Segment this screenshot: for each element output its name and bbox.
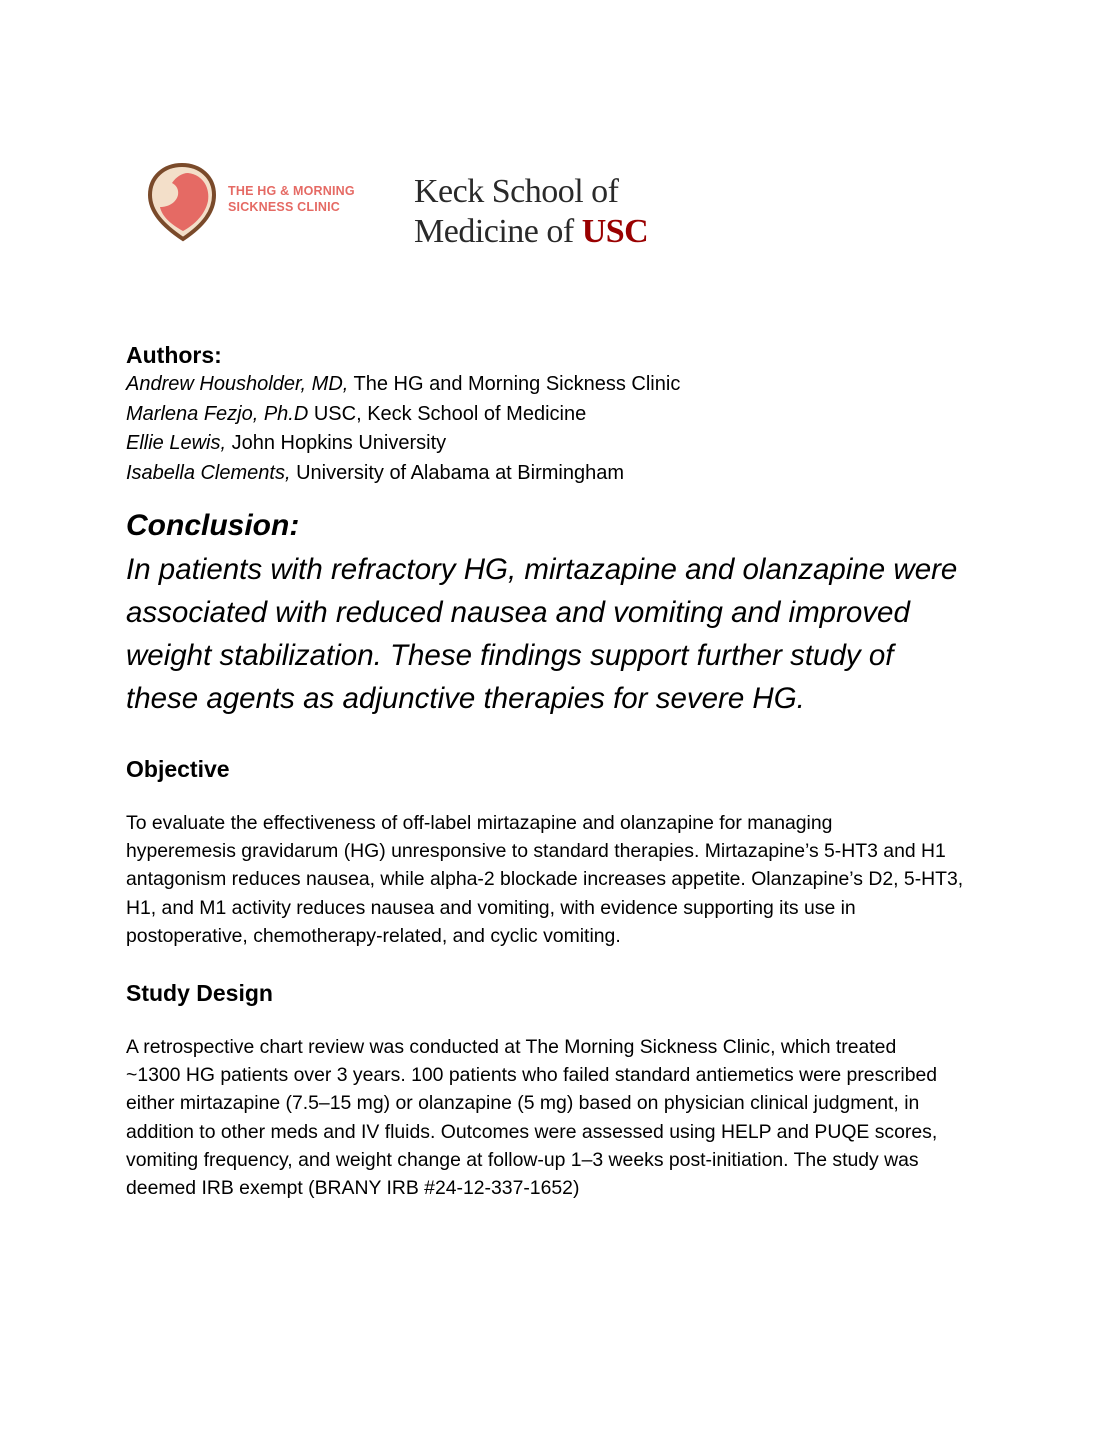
author-line bbox=[126, 370, 1006, 400]
objective-line: antagonism reduces nausea, while alpha-2 blockade increases appetite. Olanzapine’s D2, 5-HT3, bbox=[126, 868, 964, 891]
author-line bbox=[126, 459, 1006, 489]
hg-logo-line1: THE HG & MORNING bbox=[228, 184, 355, 198]
study-design-line: addition to other meds and IV fluids. Outcomes were assessed using HELP and PUQE scores, bbox=[126, 1120, 938, 1143]
document-content bbox=[126, 340, 1006, 1202]
keck-logo-line1: Keck School of bbox=[414, 173, 619, 210]
objective-line: To evaluate the effectiveness of off-label mirtazapine and olanzapine for managing bbox=[126, 812, 833, 834]
hg-logo-line2: SICKNESS CLINIC bbox=[228, 200, 341, 214]
author-affiliation: University of Alabama at Birmingham bbox=[290, 461, 624, 484]
author-name: Marlena Fezjo, Ph.D bbox=[126, 402, 309, 425]
objective-body bbox=[126, 809, 1006, 950]
conclusion-body bbox=[126, 548, 1006, 720]
conclusion-heading: Conclusion: bbox=[126, 509, 300, 542]
objective-line: postoperative, chemotherapy-related, and cyclic vomiting. bbox=[126, 924, 621, 947]
keck-logo-line2 bbox=[414, 212, 648, 252]
study-design-line: vomiting frequency, and weight change at follow-up 1–3 weeks post-initiation. The study was bbox=[126, 1148, 919, 1171]
study-design-body bbox=[126, 1033, 1006, 1202]
objective-line: hyperemesis gravidarum (HG) unresponsive to standard therapies. Mirtazapine’s 5-HT3 and H1 bbox=[126, 840, 946, 863]
author-affiliation: The HG and Morning Sickness Clinic bbox=[348, 373, 681, 395]
hg-clinic-logo bbox=[148, 163, 378, 243]
conclusion-line: these agents as adjunctive therapies for severe HG. bbox=[126, 682, 805, 715]
hg-clinic-heart-icon bbox=[148, 163, 218, 243]
study-design-heading: Study Design bbox=[126, 980, 273, 1007]
study-design-line: deemed IRB exempt (BRANY IRB #24-12-337-1652) bbox=[126, 1177, 580, 1200]
conclusion-line: associated with reduced nausea and vomiting and improved bbox=[126, 596, 910, 629]
author-name: Ellie Lewis, bbox=[126, 432, 227, 454]
objective-line: H1, and M1 activity reduces nausea and vomiting, with evidence supporting its use in bbox=[126, 896, 856, 919]
keck-school-logo bbox=[414, 172, 648, 252]
author-name: Isabella Clements, bbox=[126, 461, 291, 484]
keck-logo-line2-prefix: Medicine of bbox=[414, 213, 582, 250]
author-name: Andrew Housholder, MD, bbox=[126, 373, 349, 395]
study-design-line: A retrospective chart review was conducted at The Morning Sickness Clinic, which treated bbox=[126, 1036, 897, 1059]
study-design-line: either mirtazapine (7.5–15 mg) or olanzapine (5 mg) based on physician clinical judgment, in bbox=[126, 1092, 920, 1115]
conclusion-line: weight stabilization. These findings support further study of bbox=[126, 639, 894, 672]
authors-heading: Authors: bbox=[126, 342, 222, 368]
study-design-line: ~1300 HG patients over 3 years. 100 patients who failed standard antiemetics were prescribed bbox=[126, 1064, 938, 1087]
keck-logo-usc: USC bbox=[581, 213, 649, 250]
authors-list bbox=[126, 370, 1006, 488]
objective-heading: Objective bbox=[126, 756, 230, 782]
author-line bbox=[126, 400, 1006, 430]
author-line bbox=[126, 429, 1006, 459]
author-affiliation: USC, Keck School of Medicine bbox=[308, 402, 587, 425]
author-affiliation: John Hopkins University bbox=[226, 432, 447, 454]
conclusion-line: In patients with refractory HG, mirtazapine and olanzapine were bbox=[126, 553, 958, 586]
